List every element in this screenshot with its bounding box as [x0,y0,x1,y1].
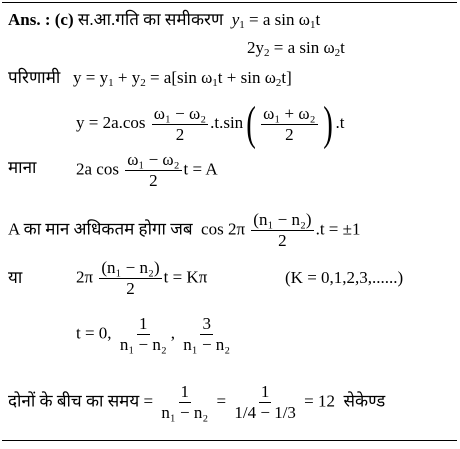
line6-pre: cos 2π [201,219,246,239]
line3-d: t + sin ω [217,68,276,87]
line9-num1: 1 [180,382,190,401]
line8-pre: t = 0, [76,323,112,343]
line7-num: (n₁ − n₂) [101,258,160,277]
line9-num2: 1 [260,382,270,401]
line9-den1: n₁ − n₂ [161,403,209,422]
line7-k: (K = 0,1,2,3,......) [285,268,404,287]
line7-post: t = Kπ [163,267,208,287]
line9-text: दोनों के बीच का समय [8,391,140,411]
line4-post: .t [335,112,345,132]
line7-text: या [8,268,23,287]
line-5-eq [76,150,218,191]
line9-den2b: 1/3 [274,403,296,422]
line8-frac1 [118,314,169,355]
line8-den1: n₁ − n₂ [119,335,167,354]
line2-sub: 2 [264,47,270,59]
line2-rhs-sub: 2 [334,47,341,59]
line4-den: 2 [175,124,185,144]
line8-num2: 3 [202,314,211,333]
line7-frac [99,258,161,299]
line6-frac [251,210,313,251]
line-7-k [285,268,403,288]
line4-num2: ω₁ + ω₂ [263,103,316,123]
line4-den2: 2 [285,124,294,144]
line-2 [247,38,345,58]
line3-a: y = y [73,68,109,87]
ans-label: Ans. : (c) [8,10,74,29]
line-6 [8,210,360,251]
line-7-eq [76,258,207,299]
line3-e: t] [281,68,292,87]
line1-rhs-sub: 1 [309,19,316,31]
line3-c: = a[sin ω [145,68,213,87]
line-8 [76,314,234,355]
line9-frac1 [159,382,210,423]
line2-y: 2y [247,38,264,57]
line8-frac2 [181,314,232,355]
line9-den2a: 1/4 [234,403,257,422]
line4-num: ω₁ − ω₂ [153,103,207,123]
line5-frac [125,150,181,191]
line-1 [8,10,320,30]
line4-lparen: ( [246,97,256,150]
line3-s3: 1 [212,77,218,89]
line3-b: + y [113,68,141,87]
line5-num: ω₁ − ω₂ [127,150,180,169]
line5-pre: 2a cos [76,159,119,179]
line-9 [8,382,385,423]
line4-rparen: ) [322,97,333,150]
line4-frac1 [152,104,208,145]
line6-den: 2 [278,231,287,250]
line9-unit: सेकेण्ड [343,391,386,411]
line5-post: t = A [183,159,218,179]
line4-frac2 [261,104,317,145]
line8-num1: 1 [139,314,148,333]
line2-rhs-end: t [340,38,345,57]
line3-s2: 2 [140,77,146,89]
line-5 [8,158,36,178]
line8-mid: , [170,323,176,343]
line2-rhs: = a sin ω [273,38,335,57]
line8-den2: n₁ − n₂ [183,335,231,354]
line1-sub: 1 [239,19,245,31]
line6-num: (n₁ − n₂) [253,210,312,229]
line9-eq2: = [216,391,227,411]
line6-post: .t = ±1 [315,219,361,239]
line-7 [8,268,22,288]
line5-den: 2 [149,171,158,190]
line5-text: माना [8,158,37,177]
line9-eq: = [143,391,154,411]
line9-den2: 1/4 − 1/3 [234,403,296,422]
line6-text: A का मान अधिकतम होगा जब [8,219,193,239]
line-4 [76,97,345,150]
line4-pre: y = 2a.cos [76,112,146,132]
line4-mid: .t.sin [210,112,244,132]
line9-result: = 12 [304,391,336,411]
line3-text: परिणामी [8,68,61,87]
line7-pre: 2π [76,267,94,287]
line7-den: 2 [126,279,135,298]
line1-y: y [231,10,240,29]
line3-s1: 1 [108,77,114,89]
line1-text: स.आ.गति का समीकरण [77,10,224,29]
line-3 [8,68,292,88]
line1-rhs: = a sin ω [249,10,310,29]
line3-s4: 2 [275,77,282,89]
line1-rhs-end: t [315,10,321,29]
line9-frac2 [232,382,298,423]
